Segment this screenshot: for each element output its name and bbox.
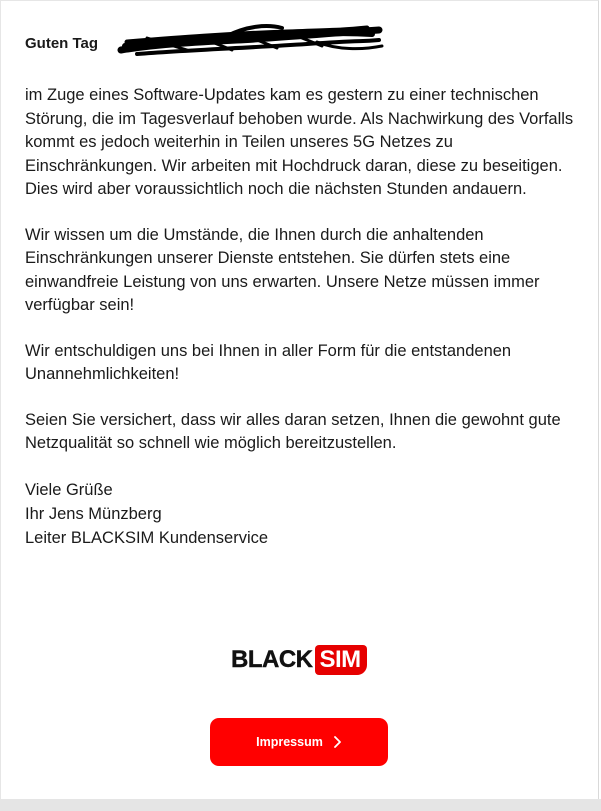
- bottom-strip: [0, 799, 601, 811]
- logo-text-black: BLACK: [231, 646, 313, 673]
- paragraph-1: im Zuge eines Software-Updates kam es gestern zu einer technischen Störung, die im Tagesverlauf behoben wurde. Als Nachwirkung des Vorfalls kommt es jedoch weiterhin in Teilen unseres 5G Netzes zu Einschränkungen. Wir arbeiten mit Hochdruck daran, diese zu beseitigen. Dies wird aber voraussichtlich noch die nächsten Stunden andauern.: [25, 86, 574, 198]
- paragraph-2: Wir wissen um die Umstände, die Ihnen durch die anhaltenden Einschränkungen unserer Dienste entstehen. Sie dürfen stets eine einwandfreie Leistung von uns erwarten. Unsere Netze müssen immer verfügbar sein!: [25, 225, 540, 314]
- logo-text-sim: SIM: [315, 645, 367, 675]
- paragraph-3: Wir entschuldigen uns bei Ihnen in aller Form für die entstandenen Unannehmlichkeiten!: [25, 341, 512, 383]
- greeting-text: Guten Tag: [25, 35, 99, 52]
- chevron-right-icon: [332, 736, 342, 748]
- impressum-button[interactable]: [210, 718, 388, 766]
- signature-role: Leiter BLACKSIM Kundenservice: [25, 528, 269, 547]
- signature-name: Ihr Jens Münzberg: [25, 504, 162, 523]
- impressum-button-label: Impressum: [256, 735, 323, 749]
- signature: [25, 478, 580, 550]
- email-body: [25, 34, 580, 550]
- paragraph-4: Seien Sie versichert, dass wir alles daran setzen, Ihnen die gewohnt gute Netzqualität so schnell wie möglich bereitzustellen.: [25, 410, 561, 452]
- blacksim-logo: [231, 645, 367, 675]
- signature-closing: Viele Grüße: [25, 480, 113, 499]
- greeting: [25, 34, 580, 54]
- redaction-scribble: [117, 20, 385, 64]
